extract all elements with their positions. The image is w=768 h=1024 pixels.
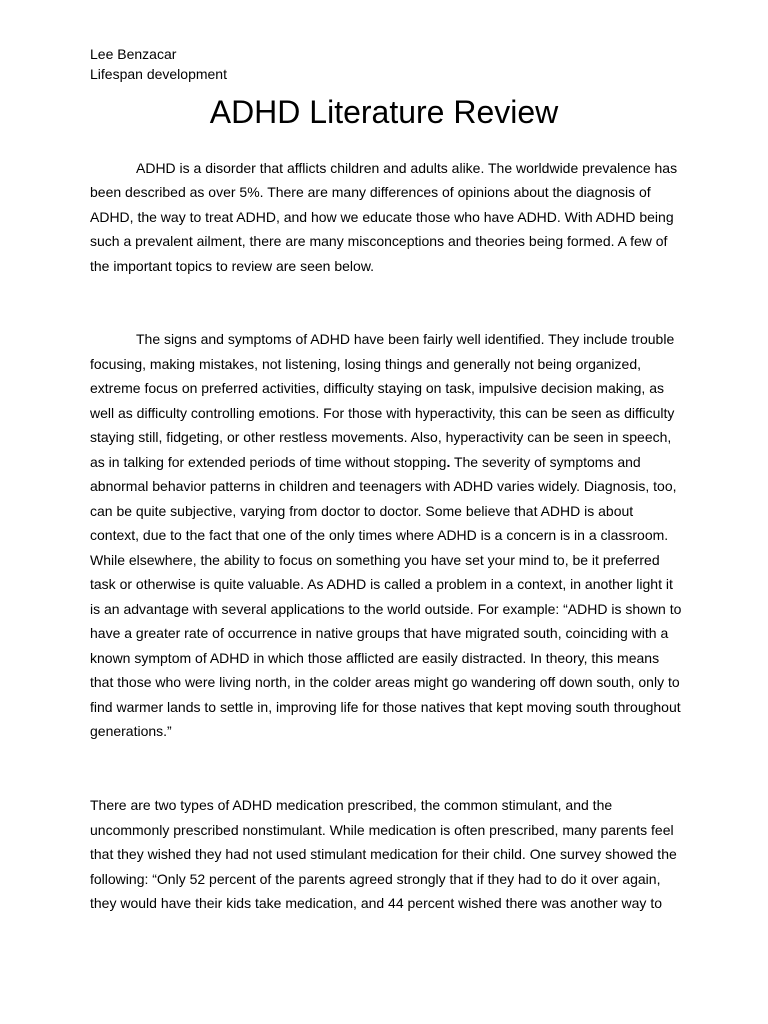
paragraph-line: focusing, making mistakes, not listening, losing things and generally not being organized,	[90, 356, 641, 372]
paragraph-line: they would have their kids take medication, and 44 percent wished there was another way to	[90, 895, 662, 911]
paragraph-line: find warmer lands to settle in, improving life for those natives that kept moving south throughout	[90, 699, 681, 715]
paragraph-line: following: “Only 52 percent of the parents agreed strongly that if they had to do it over again,	[90, 871, 661, 887]
paragraph-line	[90, 452, 641, 472]
paragraph-line: known symptom of ADHD in which those afflicted are easily distracted. In theory, this means	[90, 650, 660, 666]
paragraph-line: that those who were living north, in the colder areas might go wandering off down south, only to	[90, 674, 680, 690]
paragraph-line: have a greater rate of occurrence in native groups that have migrated south, coinciding with a	[90, 625, 669, 641]
course-name: Lifespan development	[90, 66, 227, 82]
line-text: The severity of symptoms and	[450, 454, 641, 470]
paragraph-line: been described as over 5%. There are many differences of opinions about the diagnosis of	[90, 184, 651, 200]
paragraph-line: There are two types of ADHD medication prescribed, the common stimulant, and the	[90, 797, 613, 813]
line-text: as in talking for extended periods of time without stopping	[90, 454, 447, 470]
paragraph-line: well as difficulty controlling emotions. For those with hyperactivity, this can be seen as difficulty	[90, 405, 675, 421]
paragraph-line: can be quite subjective, varying from doctor to doctor. Some believe that ADHD is about	[90, 503, 634, 519]
paragraph-line: ADHD, the way to treat ADHD, and how we educate those who have ADHD. With ADHD being	[90, 209, 674, 225]
paragraph-line: While elsewhere, the ability to focus on something you have set your mind to, be it preferred	[90, 552, 660, 568]
paragraph-line: such a prevalent ailment, there are many misconceptions and theories being formed. A few of	[90, 233, 668, 249]
paragraph-line: extreme focus on preferred activities, difficulty staying on task, impulsive decision making, as	[90, 380, 664, 396]
paragraph-line: ADHD is a disorder that afflicts children and adults alike. The worldwide prevalence has	[136, 160, 678, 176]
paragraph-line: the important topics to review are seen below.	[90, 258, 375, 274]
paragraph-line: abnormal behavior patterns in children and teenagers with ADHD varies widely. Diagnosis, too,	[90, 478, 677, 494]
paragraph-line: context, due to the fact that one of the only times where ADHD is a concern is in a classroom.	[90, 527, 669, 543]
paragraph-line: task or otherwise is quite valuable. As ADHD is called a problem in a context, in another light it	[90, 576, 673, 592]
paragraph-line: staying still, fidgeting, or other restless movements. Also, hyperactivity can be seen in speech,	[90, 429, 672, 445]
paragraph-line: that they wished they had not used stimulant medication for their child. One survey showed the	[90, 846, 677, 862]
bold-period: .	[446, 454, 451, 470]
author-name: Lee Benzacar	[90, 46, 177, 62]
paragraph-line: is an advantage with several applications to the world outside. For example: “ADHD is shown to	[90, 601, 682, 617]
document-title: ADHD Literature Review	[209, 94, 559, 130]
paragraph-line: uncommonly prescribed nonstimulant. While medication is often prescribed, many parents feel	[90, 822, 674, 838]
paragraph-line: The signs and symptoms of ADHD have been fairly well identified. They include trouble	[136, 331, 675, 347]
paragraph-line: generations.”	[90, 723, 172, 739]
